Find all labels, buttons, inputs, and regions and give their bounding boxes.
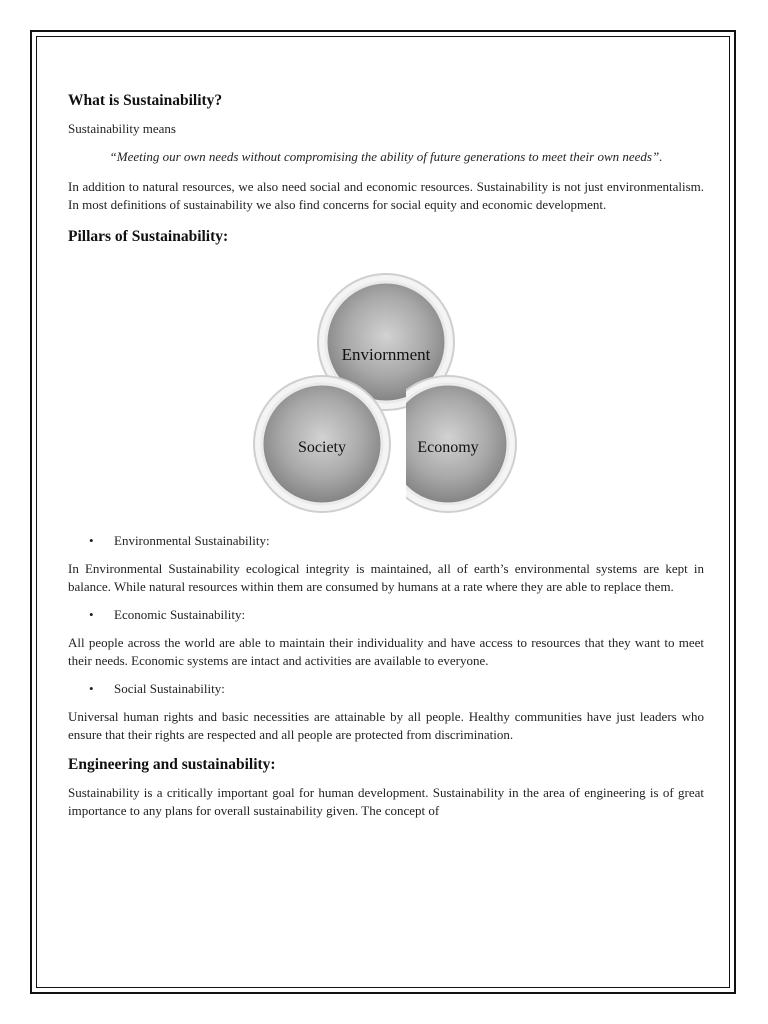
bullet-social-label: Social Sustainability: <box>114 681 225 696</box>
pillars-venn-svg <box>68 256 704 526</box>
heading-what-is-sustainability: What is Sustainability? <box>68 92 223 109</box>
paragraph-engineering: Sustainability is a critically important goal for human development. Sustainability in the area of engineering is of great importance to any plans for overall sustainability given. The concept of <box>68 785 704 818</box>
intro-text: Sustainability means <box>68 121 176 136</box>
bullet-economic-label: Economic Sustainability: <box>114 607 246 622</box>
definition-quote: “Meeting our own needs without compromising the ability of future generations to meet their own needs”. <box>109 149 663 164</box>
bullet-dot: • <box>89 681 94 696</box>
environment-label: Enviornment <box>341 345 431 364</box>
heading-pillars: Pillars of Sustainability: <box>68 228 229 245</box>
bullet-environmental <box>68 532 704 550</box>
society-label: Society <box>298 439 346 456</box>
bullet-environmental-label: Environmental Sustainability: <box>114 533 270 548</box>
heading-engineering: Engineering and sustainability: <box>68 756 276 773</box>
paragraph-environmental: In Environmental Sustainability ecological integrity is maintained, all of earth’s environmental systems are kept in balance. While natural resources within them are consumed by humans at a rate where they are able to replace them. <box>68 561 704 594</box>
paragraph-resources: In addition to natural resources, we also need social and economic resources. Sustainability is not just environmentalism. In most definitions of sustainability we also find concerns for social equity and economic development. <box>68 179 704 212</box>
pillars-diagram <box>68 256 704 526</box>
bullet-economic <box>68 606 704 624</box>
bullet-dot: • <box>89 533 94 548</box>
paragraph-economic: All people across the world are able to maintain their individuality and have access to resources that they want to meet their needs. Economic systems are intact and activities are available to everyone. <box>68 635 704 668</box>
bullet-social <box>68 680 704 698</box>
paragraph-social: Universal human rights and basic necessities are attainable by all people. Healthy communities have just leaders who ensure that their rights are respected and all people are protected from discrimination. <box>68 709 704 742</box>
bullet-dot: • <box>89 607 94 622</box>
document-body <box>68 92 704 830</box>
economy-label: Economy <box>417 439 479 456</box>
